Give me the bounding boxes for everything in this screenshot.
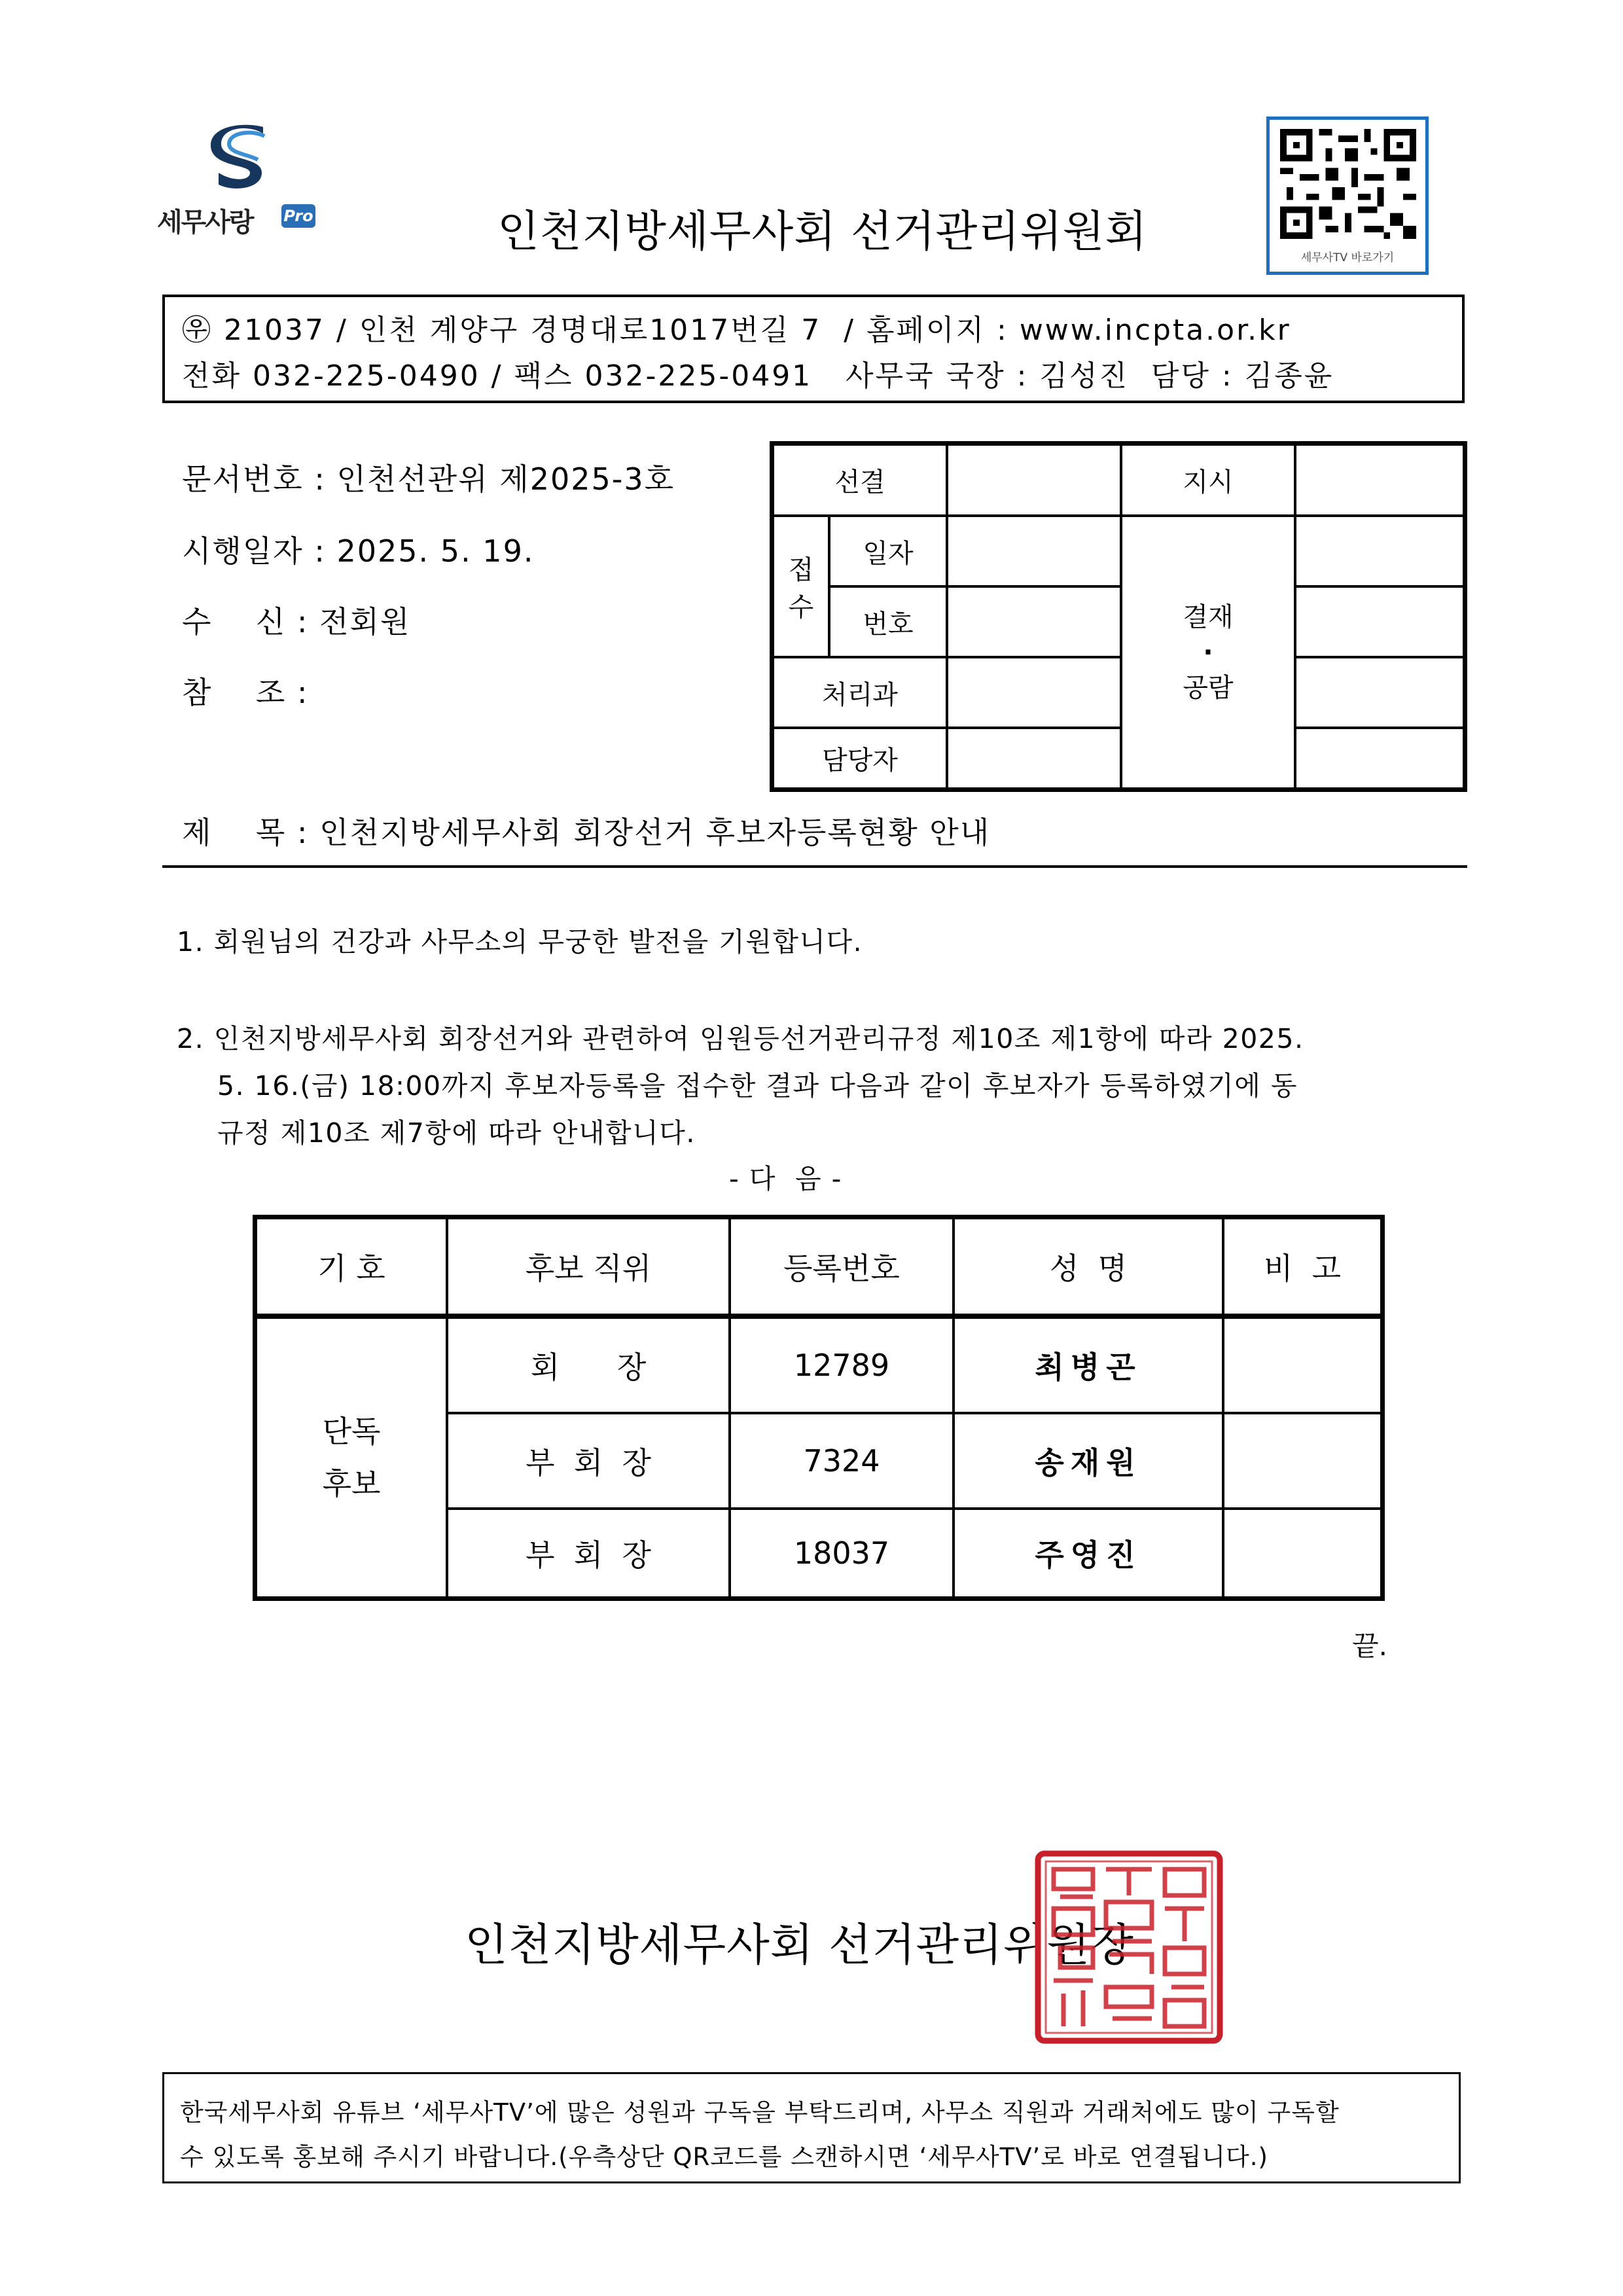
jeopsu-char-2: 수 bbox=[788, 592, 814, 622]
official-seal-icon bbox=[1034, 1850, 1224, 2045]
semusarang-logo bbox=[157, 124, 327, 242]
youtube-notice-box bbox=[162, 2072, 1461, 2183]
notice-line-2: 수 있도록 홍보해 주시기 바랍니다.(우측상단 QR코드를 스캔하시면 ‘세무사TV’로 바로 연결됩니다.) bbox=[180, 2143, 1268, 2171]
candidate-table bbox=[253, 1215, 1385, 1601]
jeopsu-char-1: 접 bbox=[788, 555, 814, 585]
phone-line: 전화 032-225-0490 / 팩스 032-225-0491 사무국 국장 : 김성진 담당 : 김종윤 bbox=[182, 359, 1334, 393]
reference: 참 조 : bbox=[182, 675, 309, 710]
gongram-label: 공람 bbox=[1183, 672, 1234, 703]
row-2-reg-no: 7324 bbox=[730, 1413, 954, 1509]
cell-symbol bbox=[256, 1318, 447, 1598]
row-3-name: 주영진 bbox=[954, 1509, 1223, 1598]
symbol-line-1: 단독 bbox=[322, 1414, 381, 1449]
cell-jeopsu bbox=[773, 516, 829, 657]
cell-sign-4 bbox=[1295, 728, 1464, 789]
daeum-heading: - 다 음 - bbox=[729, 1163, 842, 1194]
cell-jisi-value bbox=[1295, 444, 1464, 516]
logo-pro-badge: Pro bbox=[281, 204, 315, 228]
approval-table bbox=[770, 441, 1467, 792]
signature-title: 인천지방세무사회 선거관리위원장 bbox=[465, 1920, 1134, 1971]
cell-beonho: 번호 bbox=[829, 586, 947, 657]
paragraph-1: 1. 회원님의 건강과 사무소의 무궁한 발전을 기원합니다. bbox=[177, 926, 863, 958]
notice-line-1: 한국세무사회 유튜브 ‘세무사TV’에 많은 성원과 구독을 부탁드리며, 사무소 직원과 거래처에도 많이 구독할 bbox=[180, 2098, 1340, 2126]
cell-jisi: 지시 bbox=[1121, 444, 1295, 516]
cell-cheorigwa: 처리과 bbox=[773, 657, 947, 728]
row-3-reg-no: 18037 bbox=[730, 1509, 954, 1598]
separator-dot: · bbox=[1203, 637, 1213, 668]
header-note: 비 고 bbox=[1223, 1218, 1382, 1315]
row-1-position: 회 장 bbox=[447, 1318, 730, 1413]
row-3-position: 부 회 장 bbox=[447, 1509, 730, 1598]
paragraph-2-line-3: 규정 제10조 제7항에 따라 안내합니다. bbox=[217, 1117, 696, 1149]
row-2-note bbox=[1223, 1413, 1382, 1509]
row-2-name: 송재원 bbox=[954, 1413, 1223, 1509]
cell-sign-3 bbox=[1295, 657, 1464, 728]
header-symbol: 기 호 bbox=[256, 1218, 447, 1315]
qr-code-icon bbox=[1280, 129, 1416, 239]
logo-text: 세무사랑 bbox=[157, 207, 253, 238]
cell-gyeoljae-gongram bbox=[1121, 516, 1295, 789]
gyeoljae-label: 결재 bbox=[1183, 601, 1234, 632]
row-1-name: 최병곤 bbox=[954, 1318, 1223, 1413]
contact-info-box bbox=[162, 295, 1465, 403]
cell-beonho-value bbox=[947, 586, 1121, 657]
qr-code[interactable] bbox=[1266, 117, 1429, 275]
logo-s-mark-icon bbox=[209, 124, 275, 196]
paragraph-2-line-1: 2. 인천지방세무사회 회장선거와 관련하여 임원등선거관리규정 제10조 제1항에 따라 2025. bbox=[177, 1023, 1304, 1054]
row-1-note bbox=[1223, 1318, 1382, 1413]
header-position: 후보 직위 bbox=[447, 1218, 730, 1315]
document-subject: 제 목 : 인천지방세무사회 회장선거 후보자등록현황 안내 bbox=[182, 815, 991, 850]
end-mark: 끝. bbox=[1352, 1630, 1387, 1662]
row-2-position: 부 회 장 bbox=[447, 1413, 730, 1509]
row-1-reg-no: 12789 bbox=[730, 1318, 954, 1413]
issue-date: 시행일자 : 2025. 5. 19. bbox=[182, 533, 535, 569]
cell-seongyeol: 선결 bbox=[773, 444, 947, 516]
cell-ilja-value bbox=[947, 516, 1121, 586]
qr-label: 세무사TV 바로가기 bbox=[1300, 251, 1395, 264]
cell-damdangja: 담당자 bbox=[773, 728, 947, 789]
doc-number: 문서번호 : 인천선관위 제2025-3호 bbox=[182, 461, 675, 497]
cell-damdangja-value bbox=[947, 728, 1121, 789]
symbol-line-2: 후보 bbox=[322, 1466, 381, 1501]
recipient: 수 신 : 전회원 bbox=[182, 604, 411, 639]
subject-divider bbox=[162, 865, 1467, 868]
cell-sign-1 bbox=[1295, 516, 1464, 586]
address-line: ㉾ 21037 / 인천 계양구 경명대로1017번길 7 / 홈페이지 : www.incpta.or.kr bbox=[182, 314, 1291, 347]
header-reg-no: 등록번호 bbox=[730, 1218, 954, 1315]
cell-cheorigwa-value bbox=[947, 657, 1121, 728]
header-name: 성 명 bbox=[954, 1218, 1223, 1315]
cell-seongyeol-value bbox=[947, 444, 1121, 516]
paragraph-2-line-2: 5. 16.(금) 18:00까지 후보자등록을 접수한 결과 다음과 같이 후보자가 등록하였기에 동 bbox=[217, 1070, 1298, 1102]
cell-sign-2 bbox=[1295, 586, 1464, 657]
organization-title: 인천지방세무사회 선거관리위원회 bbox=[497, 206, 1148, 257]
row-3-note bbox=[1223, 1509, 1382, 1598]
cell-ilja: 일자 bbox=[829, 516, 947, 586]
